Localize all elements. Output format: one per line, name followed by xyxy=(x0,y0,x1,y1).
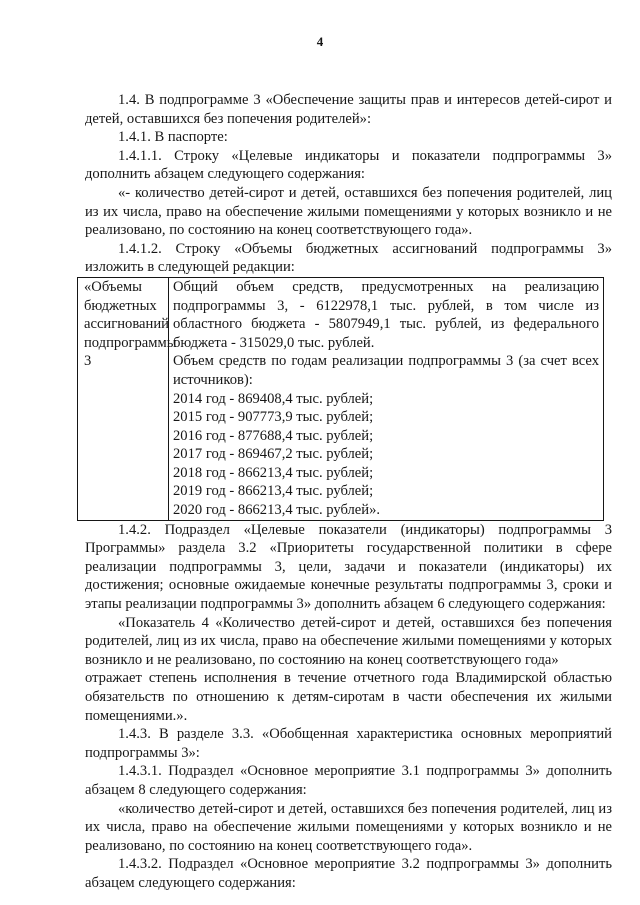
paragraph-1-4-1-1: 1.4.1.1. Строку «Целевые индикаторы и показатели подпрограммы 3» дополнить абзацем следующего содержания: xyxy=(85,147,612,183)
document-body xyxy=(85,91,612,893)
budget-table xyxy=(77,277,604,521)
table-year-2018: 2018 год - 866213,4 тыс. рублей; xyxy=(173,464,374,481)
table-years-intro: Объем средств по годам реализации подпрограммы 3 (за счет всех источников): xyxy=(173,353,599,388)
paragraph-1-4-1: 1.4.1. В паспорте: xyxy=(118,129,228,146)
table-row xyxy=(78,277,604,520)
table-year-2016: 2016 год - 877688,4 тыс. рублей; xyxy=(173,427,374,444)
paragraph-1-4-3-2: 1.4.3.2. Подраздел «Основное мероприятие 3.2 подпрограммы 3» дополнить абзацем следующего содержания: xyxy=(85,856,612,891)
table-year-2015: 2015 год - 907773,9 тыс. рублей; xyxy=(173,409,374,426)
paragraph-1-4-3: 1.4.3. В разделе 3.3. «Обобщенная характеристика основных мероприятий подпрограммы 3»: xyxy=(85,726,612,761)
table-year-2014: 2014 год - 869408,4 тыс. рублей; xyxy=(173,390,374,407)
page-number: 4 xyxy=(316,34,324,49)
paragraph-1-4-3-1: 1.4.3.1. Подраздел «Основное мероприятие 3.1 подпрограммы 3» дополнить абзацем 8 следующего содержания: xyxy=(85,763,612,798)
table-value-cell xyxy=(169,277,604,520)
paragraph-indicator-4-description: отражает степень исполнения в течение отчетного года Владимирской областью обязательств по отношению к детям-сиротам в части обеспечения их жилыми помещениями.». xyxy=(85,670,612,724)
quote-indicator-4: «Показатель 4 «Количество детей-сирот и детей, оставшихся без попечения родителей, лиц из их числа, право на обеспечение жилыми помещениями у которых возникло и не реализовано, по состоянию на конец соответствующего года» xyxy=(85,614,612,668)
paragraph-1-4: 1.4. В подпрограмме 3 «Обеспечение защиты прав и интересов детей-сирот и детей, оставшихся без попечения родителей»: xyxy=(85,92,612,127)
table-label-cell: «Объемы бюджетных ассигнований подпрограммы 3 xyxy=(78,277,169,520)
paragraph-1-4-1-2: 1.4.1.2. Строку «Объемы бюджетных ассигнований подпрограммы 3» изложить в следующей редакции: xyxy=(85,240,612,276)
paragraph-1-4-2: 1.4.2. Подраздел «Целевые показатели (индикаторы) подпрограммы 3 Программы» раздела 3.2 «Приоритеты государственной политики в сфере реализации подпрограммы 3, цели, задачи и показатели (индикаторы) их достижения; основные ожидаемые конечные результаты подпрограммы 3, сроки и этапы реализации подпрограммы 3» дополнить абзацем 6 следующего содержания: xyxy=(85,521,612,613)
table-year-2017: 2017 год - 869467,2 тыс. рублей; xyxy=(173,446,374,463)
quote-measure-3-1: «количество детей-сирот и детей, оставшихся без попечения родителей, лиц из их числа, право на обеспечение жилыми помещениями у которых возникло и не реализовано, по состоянию на конец соответствующего года». xyxy=(85,800,612,854)
table-year-2019: 2019 год - 866213,4 тыс. рублей; xyxy=(173,483,374,500)
table-total-text: Общий объем средств, предусмотренных на реализацию подпрограммы 3, - 6122978,1 тыс. рублей, в том числе из областного бюджета - 5807949,1 тыс. рублей, из федерального бюджета - 315029,0 тыс. рублей. xyxy=(173,278,599,351)
quote-indicator: «- количество детей-сирот и детей, оставшихся без попечения родителей, лиц из их числа, право на обеспечение жилыми помещениями у которых возникло и не реализовано, по состоянию на конец соответствующего года». xyxy=(85,184,612,239)
table-year-2020: 2020 год - 866213,4 тыс. рублей». xyxy=(173,502,381,519)
